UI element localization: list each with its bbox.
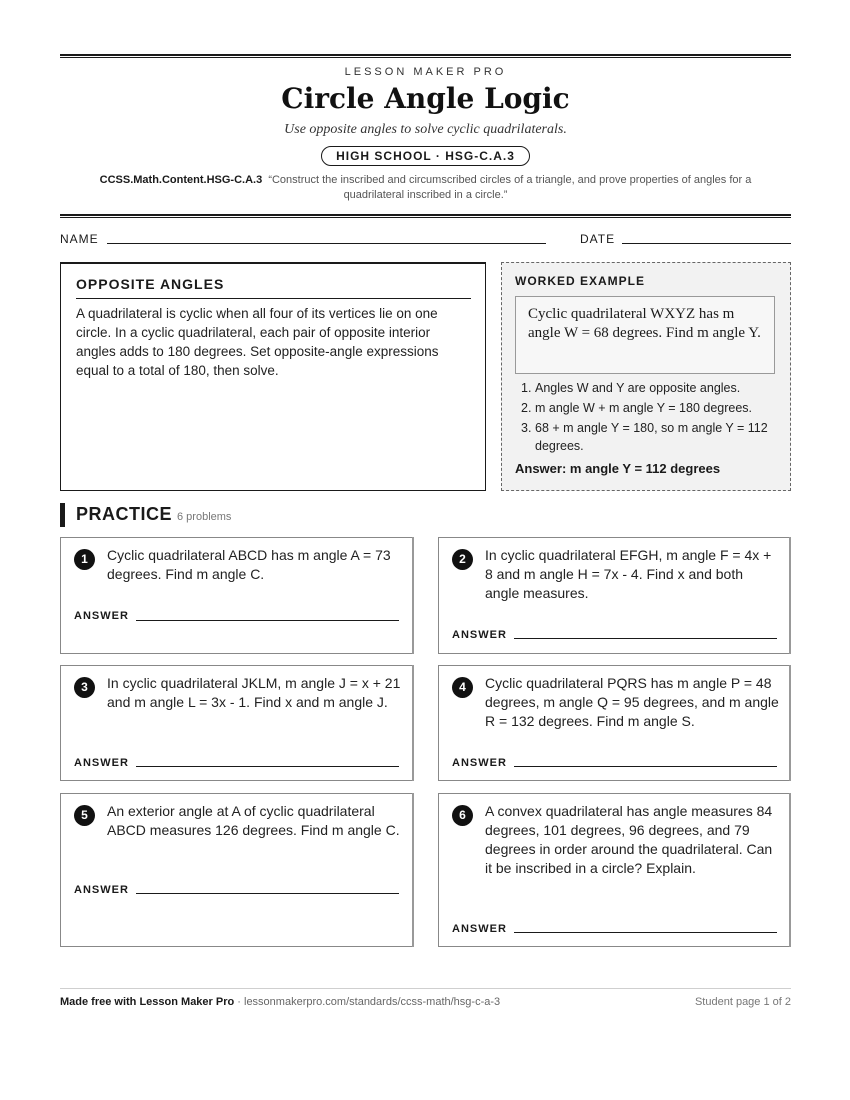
answer-label: ANSWER: [452, 629, 507, 641]
page-number: Student page 1 of 2: [694, 996, 791, 1008]
answer-label: ANSWER: [452, 923, 507, 935]
concept-heading: OPPOSITE ANGLES: [76, 276, 225, 292]
practice-heading: PRACTICE: [76, 504, 173, 524]
problem-number-badge: 2: [452, 549, 473, 570]
example-answer: Answer: m angle Y = 112 degrees: [515, 461, 721, 476]
top-rule: [60, 54, 791, 58]
example-step: 2. m angle W + m angle Y = 180 degrees.: [521, 401, 753, 415]
footer-made-with: Made free with Lesson Maker Pro: [60, 996, 235, 1008]
footer-divider: [60, 988, 791, 989]
answer-field-4[interactable]: [514, 766, 777, 767]
problem-card-3: [60, 665, 414, 781]
grade-badge: HIGH SCHOOL · HSG-C.A.3: [321, 146, 530, 166]
page-title: Circle Angle Logic: [281, 82, 570, 115]
footer-url[interactable]: · lessonmakerpro.com/standards/ccss-math/hsg-c-a-3: [234, 996, 501, 1008]
page-subtitle: Use opposite angles to solve cyclic quadrilaterals.: [284, 122, 567, 137]
answer-label: ANSWER: [74, 757, 129, 769]
problem-card-1: [60, 537, 414, 654]
problem-number-badge: 4: [452, 677, 473, 698]
problem-text: An exterior angle at A of cyclic quadrilateral ABCD measures 126 degrees. Find m angle C.: [107, 803, 400, 838]
example-step: 3. 68 + m angle Y = 180, so m angle Y = 112 degrees.: [521, 421, 768, 453]
name-field[interactable]: [107, 243, 546, 244]
problem-card-5: [60, 793, 414, 947]
problem-card-4: [438, 665, 791, 781]
answer-field-1[interactable]: [136, 620, 399, 621]
practice-accent-bar: [60, 503, 65, 527]
problem-text: Cyclic quadrilateral ABCD has m angle A = 73 degrees. Find m angle C.: [107, 547, 391, 582]
problem-card-2: [438, 537, 791, 654]
standard-code: CCSS.Math.Content.HSG-C.A.3: [99, 174, 263, 186]
example-heading: WORKED EXAMPLE: [515, 274, 646, 288]
brand-name: LESSON MAKER PRO: [344, 66, 507, 78]
problem-text: Cyclic quadrilateral PQRS has m angle P = 48 degrees, m angle Q = 95 degrees, and m angle R = 132 degrees. Find m angle S.: [485, 675, 779, 729]
example-steps: [515, 379, 780, 457]
worksheet-page: [60, 0, 791, 1100]
answer-field-3[interactable]: [136, 766, 399, 767]
problem-number-badge: 6: [452, 805, 473, 826]
answer-field-5[interactable]: [136, 893, 399, 894]
answer-field-6[interactable]: [514, 932, 777, 933]
problem-card-6: [438, 793, 791, 947]
concept-box: [60, 262, 486, 491]
answer-label: ANSWER: [74, 610, 129, 622]
date-field[interactable]: [622, 243, 791, 244]
problem-number-badge: 5: [74, 805, 95, 826]
answer-field-2[interactable]: [514, 638, 777, 639]
problem-text: In cyclic quadrilateral JKLM, m angle J = x + 21 and m angle L = 3x - 1. Find x and m angle J.: [107, 675, 401, 710]
concept-divider: [76, 298, 471, 299]
footer-credit: [60, 996, 500, 1008]
example-step: 1. Angles W and Y are opposite angles.: [521, 381, 741, 395]
problem-text: In cyclic quadrilateral EFGH, m angle F = 4x + 8 and m angle H = 7x - 4. Find x and both angle measures.: [485, 547, 772, 601]
practice-count: 6 problems: [177, 511, 232, 523]
name-label: NAME: [60, 232, 99, 246]
date-label: DATE: [580, 232, 616, 246]
standard-citation: [80, 173, 771, 203]
answer-label: ANSWER: [74, 884, 129, 896]
problem-number-badge: 3: [74, 677, 95, 698]
concept-body: A quadrilateral is cyclic when all four of its vertices lie on one circle. In a cyclic quadrilateral, each pair of opposite interior angles adds to 180 degrees. Set opposite-angle expressions equal to a total of 180, then solve.: [76, 306, 439, 378]
problem-text: A convex quadrilateral has angle measures 84 degrees, 101 degrees, 96 degrees, and 79 degrees in order around the quadrilateral. Can it be inscribed in a circle? Explain.: [485, 803, 773, 876]
worked-example-box: [501, 262, 791, 491]
standard-text: “Construct the inscribed and circumscribed circles of a triangle, and prove properties of angles for a quadrilateral inscribed in a circle.”: [268, 174, 752, 201]
problem-number-badge: 1: [74, 549, 95, 570]
answer-label: ANSWER: [452, 757, 507, 769]
header-bottom-rule: [60, 214, 791, 218]
example-problem: Cyclic quadrilateral WXYZ has m angle W = 68 degrees. Find m angle Y.: [515, 296, 775, 374]
